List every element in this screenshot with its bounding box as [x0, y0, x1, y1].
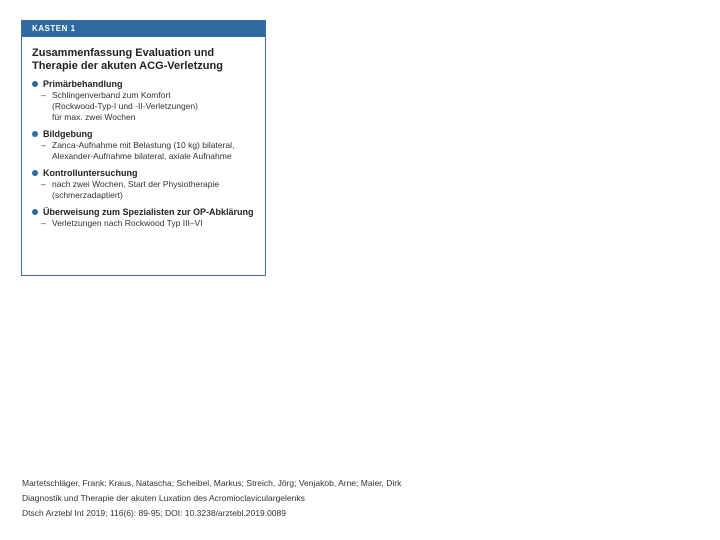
item-line: Alexander-Aufnahme bilateral, axiale Aufnahme	[52, 151, 232, 161]
item-line: für max. zwei Wochen	[52, 112, 136, 122]
item-line: Verletzungen nach Rockwood Typ III–VI	[52, 218, 203, 228]
citation	[22, 476, 401, 521]
section-referral	[32, 207, 257, 229]
box-title	[32, 47, 257, 73]
list-item	[32, 90, 257, 123]
item-line: (Rockwood-Typ-I und -II-Verletzungen)	[52, 101, 198, 111]
section-heading: Kontrolluntersuchung	[43, 168, 138, 178]
item-line: Schlingenverband zum Komfort	[52, 90, 171, 100]
box-title-line-2: Therapie der akuten ACG-Verletzung	[32, 60, 223, 72]
box-title-line-1: Zusammenfassung Evaluation und	[32, 47, 215, 59]
bullet-icon	[32, 81, 38, 87]
section-follow-up	[32, 168, 257, 201]
dash-icon: –	[41, 218, 46, 228]
list-item	[32, 179, 257, 201]
section-heading: Primärbehandlung	[43, 79, 123, 89]
section-imaging	[32, 129, 257, 162]
citation-title: Diagnostik und Therapie der akuten Luxation des Acromioclaviculargelenks	[22, 493, 305, 503]
list-item	[32, 140, 257, 162]
section-heading: Bildgebung	[43, 129, 93, 139]
item-line: nach zwei Wochen, Start der Physiotherapie	[52, 179, 220, 189]
list-item	[32, 218, 257, 229]
section-heading: Überweisung zum Spezialisten zur OP-Abklärung	[43, 207, 254, 217]
bullet-icon	[32, 209, 38, 215]
dash-icon: –	[41, 179, 46, 189]
box-header: KASTEN 1	[22, 21, 265, 37]
citation-authors: Martetschläger, Frank; Kraus, Natascha; Scheibel, Markus; Streich, Jörg; Venjakob, Arne; Maier, Dirk	[22, 478, 402, 488]
section-primary-treatment	[32, 79, 257, 123]
citation-source: Dtsch Arztebl Int 2019; 116(6): 89-95; DOI: 10.3238/arztebl.2019.0089	[22, 508, 286, 518]
item-line: Zanca-Aufnahme mit Belastung (10 kg) bilateral,	[52, 140, 235, 150]
item-line: (schmerzadaptiert)	[52, 190, 123, 200]
info-box	[21, 20, 266, 276]
dash-icon: –	[41, 90, 46, 100]
bullet-icon	[32, 131, 38, 137]
bullet-icon	[32, 170, 38, 176]
dash-icon: –	[41, 140, 46, 150]
